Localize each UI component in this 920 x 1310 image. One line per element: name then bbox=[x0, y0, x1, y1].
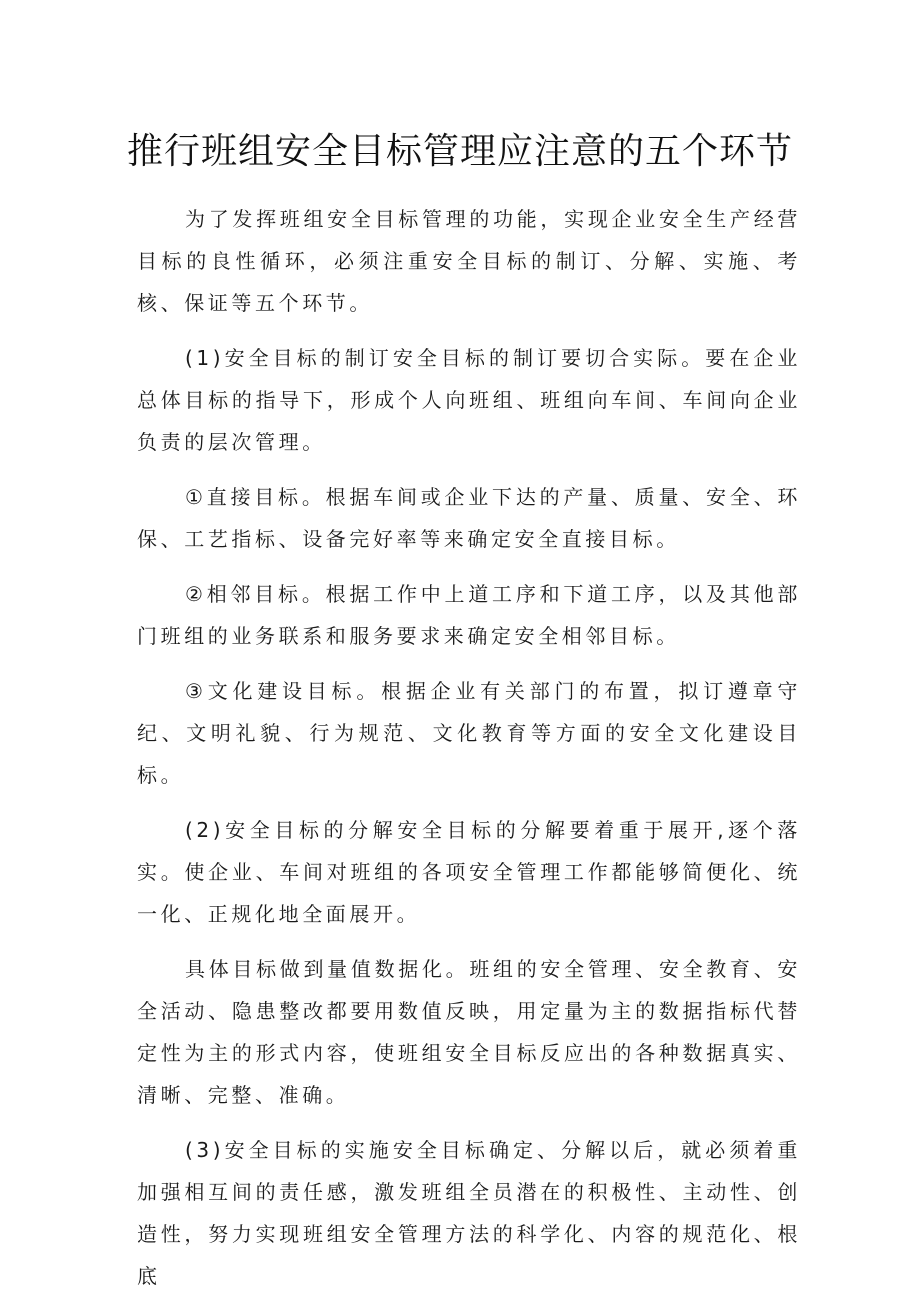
paragraph-intro: 为了发挥班组安全目标管理的功能，实现企业安全生产经营目标的良性循环，必须注重安全目标的制订、分解、实施、考核、保证等五个环节。 bbox=[137, 207, 801, 315]
paragraph-target-setting: (1)安全目标的制订安全目标的制订要切合实际。要在企业总体目标的指导下，形成个人向班组、班组向车间、车间向企业负责的层次管理。 bbox=[137, 346, 801, 454]
paragraph-adjacent-target: ②相邻目标。根据工作中上道工序和下道工序，以及其他部门班组的业务联系和服务要求来确定安全相邻目标。 bbox=[137, 582, 801, 648]
paragraph-culture-target: ③文化建设目标。根据企业有关部门的布置，拟订遵章守纪、文明礼貌、行为规范、文化教育等方面的安全文化建设目标。 bbox=[137, 679, 801, 787]
paragraph-target-implementation: (3)安全目标的实施安全目标确定、分解以后，就必须着重加强相互间的责任感，激发班组全员潜在的积极性、主动性、创造性，努力实现班组安全管理方法的科学化、内容的规范化、根底 bbox=[137, 1138, 801, 1288]
document-body bbox=[137, 198, 801, 1310]
document-title: 推行班组安全目标管理应注意的五个环节 bbox=[126, 131, 793, 172]
paragraph-quantified-targets: 具体目标做到量值数据化。班组的安全管理、安全教育、安全活动、隐患整改都要用数值反映，用定量为主的数据指标代替定性为主的形式内容，使班组安全目标反应出的各种数据真实、清晰、完整、准确。 bbox=[137, 957, 801, 1107]
paragraph-direct-target: ①直接目标。根据车间或企业下达的产量、质量、安全、环保、工艺指标、设备完好率等来确定安全直接目标。 bbox=[137, 485, 801, 551]
paragraph-target-decomposition: (2)安全目标的分解安全目标的分解要着重于展开,逐个落实。使企业、车间对班组的各项安全管理工作都能够简便化、统一化、正规化地全面展开。 bbox=[137, 818, 801, 926]
